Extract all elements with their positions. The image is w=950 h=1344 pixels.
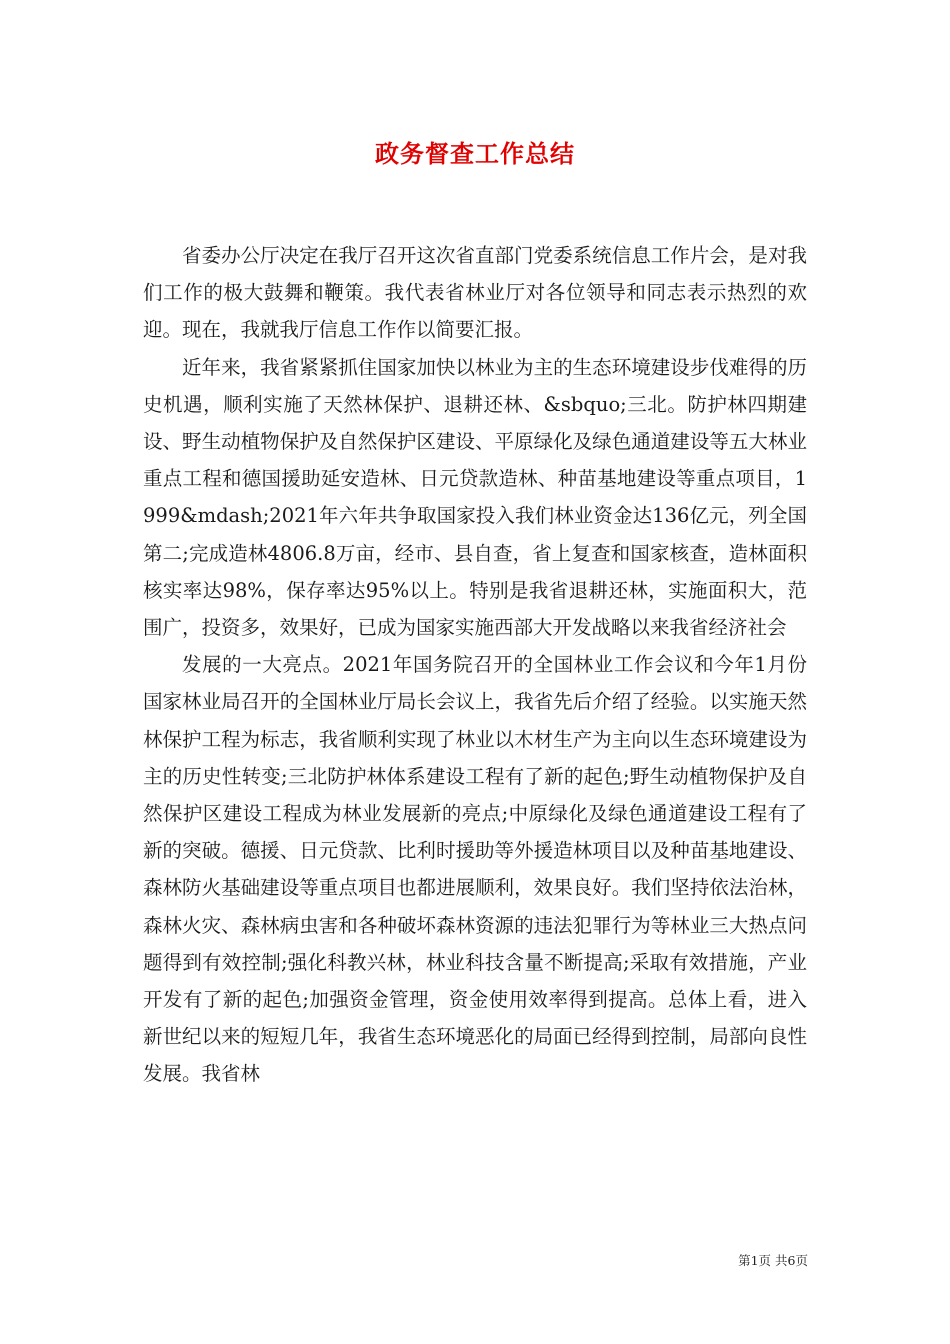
- paragraph-1: 省委办公厅决定在我厅召开这次省直部门党委系统信息工作片会，是对我们工作的极大鼓舞和鞭策。我代表省林业厅对各位领导和同志表示热烈的欢迎。现在，我就我厅信息工作作以简要汇报。: [143, 244, 807, 342]
- footer-current-page: 1: [750, 1253, 759, 1268]
- paragraph-3: 发展的一大亮点。2021年国务院召开的全国林业工作会议和今年1月份国家林业局召开的全国林业厅局长会议上，我省先后介绍了经验。以实施天然林保护工程为标志，我省顺利实现了林业以木材生产为主向以生态环境建设为主的历史性转变;三北防护林体系建设工程有了新的起色;野生动植物保护及自然保护区建设工程成为林业发展新的亮点;中原绿化及绿色通道建设工程有了新的突破。德援、日元贷款、比利时援助等外援造林项目以及种苗基地建设、森林防火基础建设等重点项目也都进展顺利，效果良好。我们坚持依法治林，森林火灾、森林病虫害和各种破坏森林资源的违法犯罪行为等林业三大热点问题得到有效控制;强化科教兴林，林业科技含量不断提高;采取有效措施，产业开发有了新的起色;加强资金管理，资金使用效率得到提高。总体上看，进入新世纪以来的短短几年，我省生态环境恶化的局面已经得到控制，局部向良性发展。我省林: [143, 653, 807, 1086]
- document-title: 政务督查工作总结: [375, 139, 575, 168]
- footer-middle: 页 共: [758, 1253, 788, 1268]
- document-body: [143, 237, 807, 1093]
- footer-prefix: 第: [738, 1253, 751, 1268]
- paragraph-2: 近年来，我省紧紧抓住国家加快以林业为主的生态环境建设步伐难得的历史机遇，顺利实施了天然林保护、退耕还林、&sbquo;三北。防护林四期建设、野生动植物保护及自然保护区建设、平原绿化及绿色通道建设等五大林业重点工程和德国援助延安造林、日元贷款造林、种苗基地建设等重点项目，1999&mdash;2021年六年共争取国家投入我们林业资金达136亿元，列全国第二;完成造林4806.8万亩，经市、县自查，省上复查和国家核查，造林面积核实率达98%，保存率达95%以上。特别是我省退耕还林，实施面积大，范围广，投资多，效果好，已成为国家实施西部大开发战略以来我省经济社会: [143, 355, 807, 640]
- page-footer: [0, 1251, 808, 1269]
- footer-suffix: 页: [795, 1253, 808, 1268]
- footer-total-pages: 6: [787, 1253, 796, 1268]
